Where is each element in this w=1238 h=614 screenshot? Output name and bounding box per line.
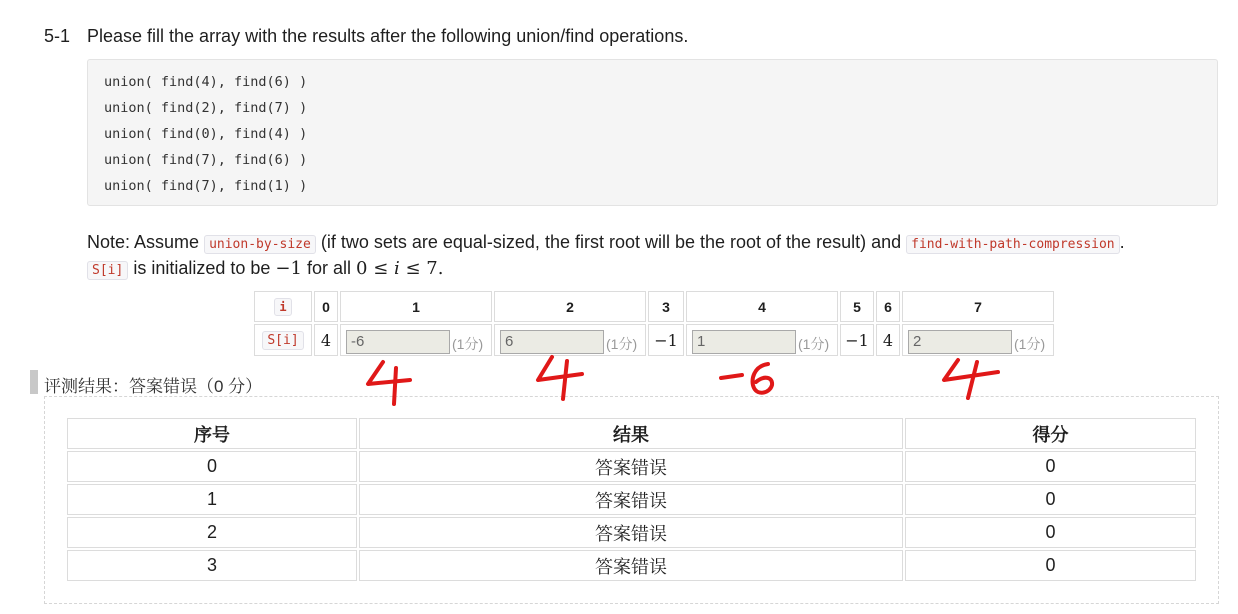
code-line: union( find(0), find(4) )	[104, 126, 308, 142]
array-index: 6	[876, 291, 900, 322]
result-row-result: 答案错误	[359, 550, 903, 581]
result-header-id: 序号	[67, 418, 357, 449]
result-row-score: 0	[905, 451, 1196, 482]
result-header-result: 结果	[359, 418, 903, 449]
result-row-result: 答案错误	[359, 484, 903, 515]
array-value-0: 4	[314, 324, 338, 356]
note-init-value: −1	[275, 258, 302, 279]
array-index: 2	[494, 291, 646, 322]
note-init-text: is initialized to be	[133, 258, 271, 278]
array-value-6: 4	[876, 324, 900, 356]
code-line: union( find(7), find(6) )	[104, 152, 308, 168]
result-row-result: 答案错误	[359, 517, 903, 548]
score-label: (1分)	[798, 336, 830, 352]
result-row-id: 3	[67, 550, 357, 581]
score-label: (1分)	[1014, 336, 1046, 352]
question-text: Please fill the array with the results after the following union/find operations.	[87, 26, 689, 46]
result-title: 评测结果：答案错误（0 分）	[44, 377, 263, 396]
array-index: 7	[902, 291, 1054, 322]
handwritten-4-under-1	[368, 362, 410, 404]
code-line: union( find(4), find(6) )	[104, 74, 308, 90]
handwritten-4-under-7	[944, 360, 998, 398]
array-index: 5	[840, 291, 874, 322]
result-row-score: 0	[905, 517, 1196, 548]
answer-input-7[interactable]: 2	[908, 330, 1012, 354]
note-prefix: Note: Assume	[87, 232, 200, 252]
result-row-id: 1	[67, 484, 357, 515]
array-value-5: −1	[840, 324, 874, 356]
array-index: 4	[686, 291, 838, 322]
array-header-i: i	[254, 291, 312, 322]
result-row-id: 2	[67, 517, 357, 548]
answer-input-1[interactable]: -6	[346, 330, 450, 354]
result-row-result: 答案错误	[359, 451, 903, 482]
code-line: union( find(2), find(7) )	[104, 100, 308, 116]
note-end: .	[1119, 232, 1125, 252]
note-range-var: i	[394, 258, 400, 279]
score-label: (1分)	[452, 336, 484, 352]
array-index: 3	[648, 291, 684, 322]
result-row-id: 0	[67, 451, 357, 482]
array-value-3: −1	[648, 324, 684, 356]
note-for-all: for all	[306, 258, 351, 278]
note-middle: (if two sets are equal-sized, the first root will be the root of the result) and	[320, 232, 902, 252]
note-code-s-i: S[i]	[87, 261, 128, 280]
result-row-score: 0	[905, 550, 1196, 581]
handwritten-4-under-2	[538, 357, 582, 399]
answer-input-2[interactable]: 6	[500, 330, 604, 354]
array-header-s-i: S[i]	[254, 324, 312, 356]
array-index: 0	[314, 291, 338, 322]
handwritten-minus-6-under-4	[721, 364, 772, 393]
score-label: (1分)	[606, 336, 638, 352]
note-code-union-by-size: union-by-size	[204, 235, 316, 254]
array-index: 1	[340, 291, 492, 322]
note-range-start: 0 ≤	[356, 258, 394, 279]
answer-input-4[interactable]: 1	[692, 330, 796, 354]
question-number: 5-1	[44, 26, 71, 46]
code-line: union( find(7), find(1) )	[104, 178, 308, 194]
result-row-score: 0	[905, 484, 1196, 515]
note-code-find-path-compression: find-with-path-compression	[906, 235, 1120, 254]
note-range-end: ≤ 7.	[399, 258, 444, 279]
result-header-score: 得分	[905, 418, 1196, 449]
